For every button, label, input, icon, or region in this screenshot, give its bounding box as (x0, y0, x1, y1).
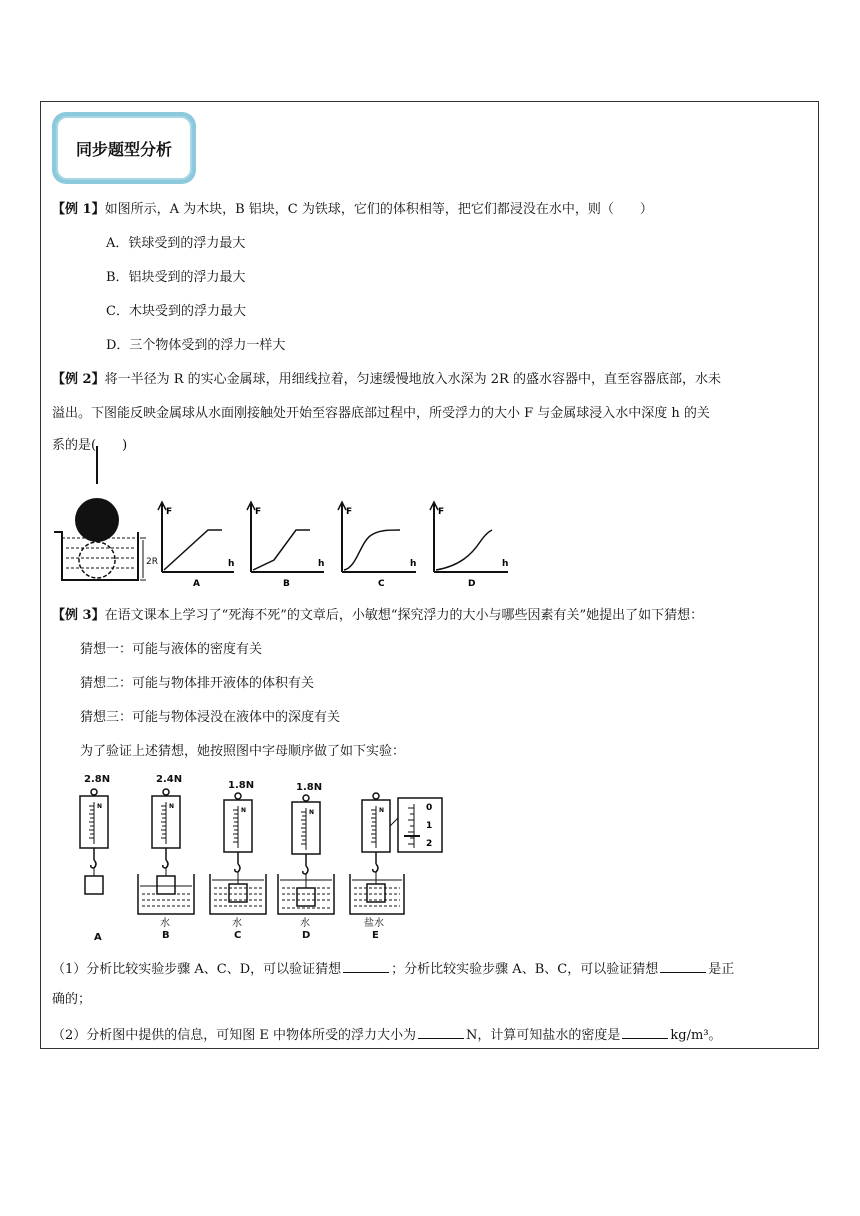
q3-sub1-line-1 (52, 958, 734, 980)
q2-line-1 (52, 370, 721, 390)
q3-guess-3: 猜想三：可能与物体浸没在液体中的深度有关 (80, 710, 341, 725)
dial-mark-0: 0 (426, 803, 433, 813)
q1-option-d: D．三个物体受到的浮力一样大 (106, 338, 286, 353)
reading-c: 1.8N (228, 780, 255, 791)
graph-b-label: B (283, 579, 290, 589)
q3-sub2-a: （2）分析图中提供的信息，可知图 E 中物体所受的浮力大小为 (52, 1028, 417, 1043)
graph-d-x-axis: h (502, 559, 509, 569)
q3-guess-2: 猜想二：可能与物体排开液体的体积有关 (80, 676, 315, 691)
q2-line-3: 系的是( ) (52, 438, 128, 453)
reading-a: 2.8N (84, 774, 111, 785)
dial-mark-2: 2 (426, 839, 433, 849)
q1-option-c: C．木块受到的浮力最大 (106, 304, 246, 319)
q3-sub1-a: （1）分析比较实验步骤 A、C、D，可以验证猜想 (52, 962, 342, 977)
q3-sub1-b: ；分析比较实验步骤 A、B、C，可以验证猜想 (391, 962, 659, 977)
q1-stem: 如图所示，A 为木块，B 铝块，C 为铁球，它们的体积相等，把它们都浸没在水中，则（ ） (104, 202, 653, 217)
q3-intro: 为了验证上述猜想，她按照图中字母顺序做了如下实验： (80, 744, 406, 759)
q1-tag: 【例 1】 (52, 202, 105, 217)
q3-sub2-line (52, 1024, 722, 1046)
graph-d-label: D (468, 579, 476, 589)
q3-figure (70, 768, 470, 946)
graph-c-x-axis: h (410, 559, 417, 569)
q3-tag: 【例 3】 (52, 608, 105, 623)
q3-answer-blank-3[interactable] (418, 1024, 464, 1039)
q2-line-2: 溢出。下图能反映金属球从水面刚接触处开始至容器底部过程中，所受浮力的大小 F 与金属球浸入水中深度 h 的关 (52, 406, 710, 421)
metal-ball (75, 498, 119, 542)
q3-stem: 在语文课本上学习了“死海不死”的文章后，小敏想“探究浮力的大小与哪些因素有关”她提出了如下猜想： (104, 608, 704, 623)
graph-b-y-axis: F (255, 507, 262, 517)
section-badge (52, 112, 196, 184)
graph-b-x-axis: h (318, 559, 325, 569)
reading-b: 2.4N (156, 774, 183, 785)
q3-answer-blank-2[interactable] (660, 958, 706, 973)
spring-scale-b (138, 789, 194, 914)
q3-stem-line (52, 606, 703, 626)
scale-d-unit: N (309, 809, 315, 816)
spring-scale-a (80, 789, 108, 894)
liquid-c: 水 (232, 918, 242, 929)
q1-option-a: A．铁球受到的浮力最大 (106, 236, 246, 251)
q2-text-1: 将一半径为 R 的实心金属球，用细线拉着，匀速缓慢地放入水深为 2R 的盛水容器中，直至容器底部，水未 (104, 372, 721, 387)
label-d: D (302, 930, 311, 941)
spring-scale-d (278, 795, 334, 914)
q1-stem-line (52, 200, 653, 220)
reading-d: 1.8N (296, 782, 323, 793)
q3-sub1-c: 是正 (708, 962, 735, 977)
liquid-e: 盐水 (364, 918, 384, 929)
scale-a-unit: N (97, 803, 103, 810)
q1-option-b: B．铝块受到的浮力最大 (106, 270, 246, 285)
q3-answer-blank-4[interactable] (622, 1024, 668, 1039)
graph-d-y-axis: F (438, 507, 445, 517)
graph-c-y-axis: F (346, 507, 353, 517)
graph-a-x-axis: h (228, 559, 235, 569)
scale-e-unit: N (379, 807, 385, 814)
q3-guess-1: 猜想一：可能与液体的密度有关 (80, 642, 263, 657)
q2-figure (52, 444, 522, 590)
label-c: C (234, 930, 242, 941)
liquid-d: 水 (300, 918, 310, 929)
q3-sub1-line-2: 确的； (52, 992, 92, 1007)
scale-c-unit: N (241, 807, 247, 814)
q3-sub2-b: N，计算可知盐水的密度是 (466, 1028, 621, 1043)
dial-mark-1: 1 (426, 821, 433, 831)
scale-b-unit: N (169, 803, 175, 810)
graph-a-label: A (193, 579, 200, 589)
q3-answer-blank-1[interactable] (343, 958, 389, 973)
liquid-b: 水 (160, 918, 170, 929)
graph-a-y-axis: F (166, 507, 173, 517)
label-b: B (162, 930, 170, 941)
q3-sub2-c: kg/m³。 (670, 1028, 722, 1043)
label-a: A (94, 932, 102, 943)
section-title: 同步题型分析 (75, 139, 172, 159)
graph-c-label: C (378, 579, 385, 589)
depth-label: 2R (146, 557, 158, 567)
q2-tag: 【例 2】 (52, 372, 105, 387)
spring-scale-c (210, 793, 266, 914)
label-e: E (372, 930, 379, 941)
